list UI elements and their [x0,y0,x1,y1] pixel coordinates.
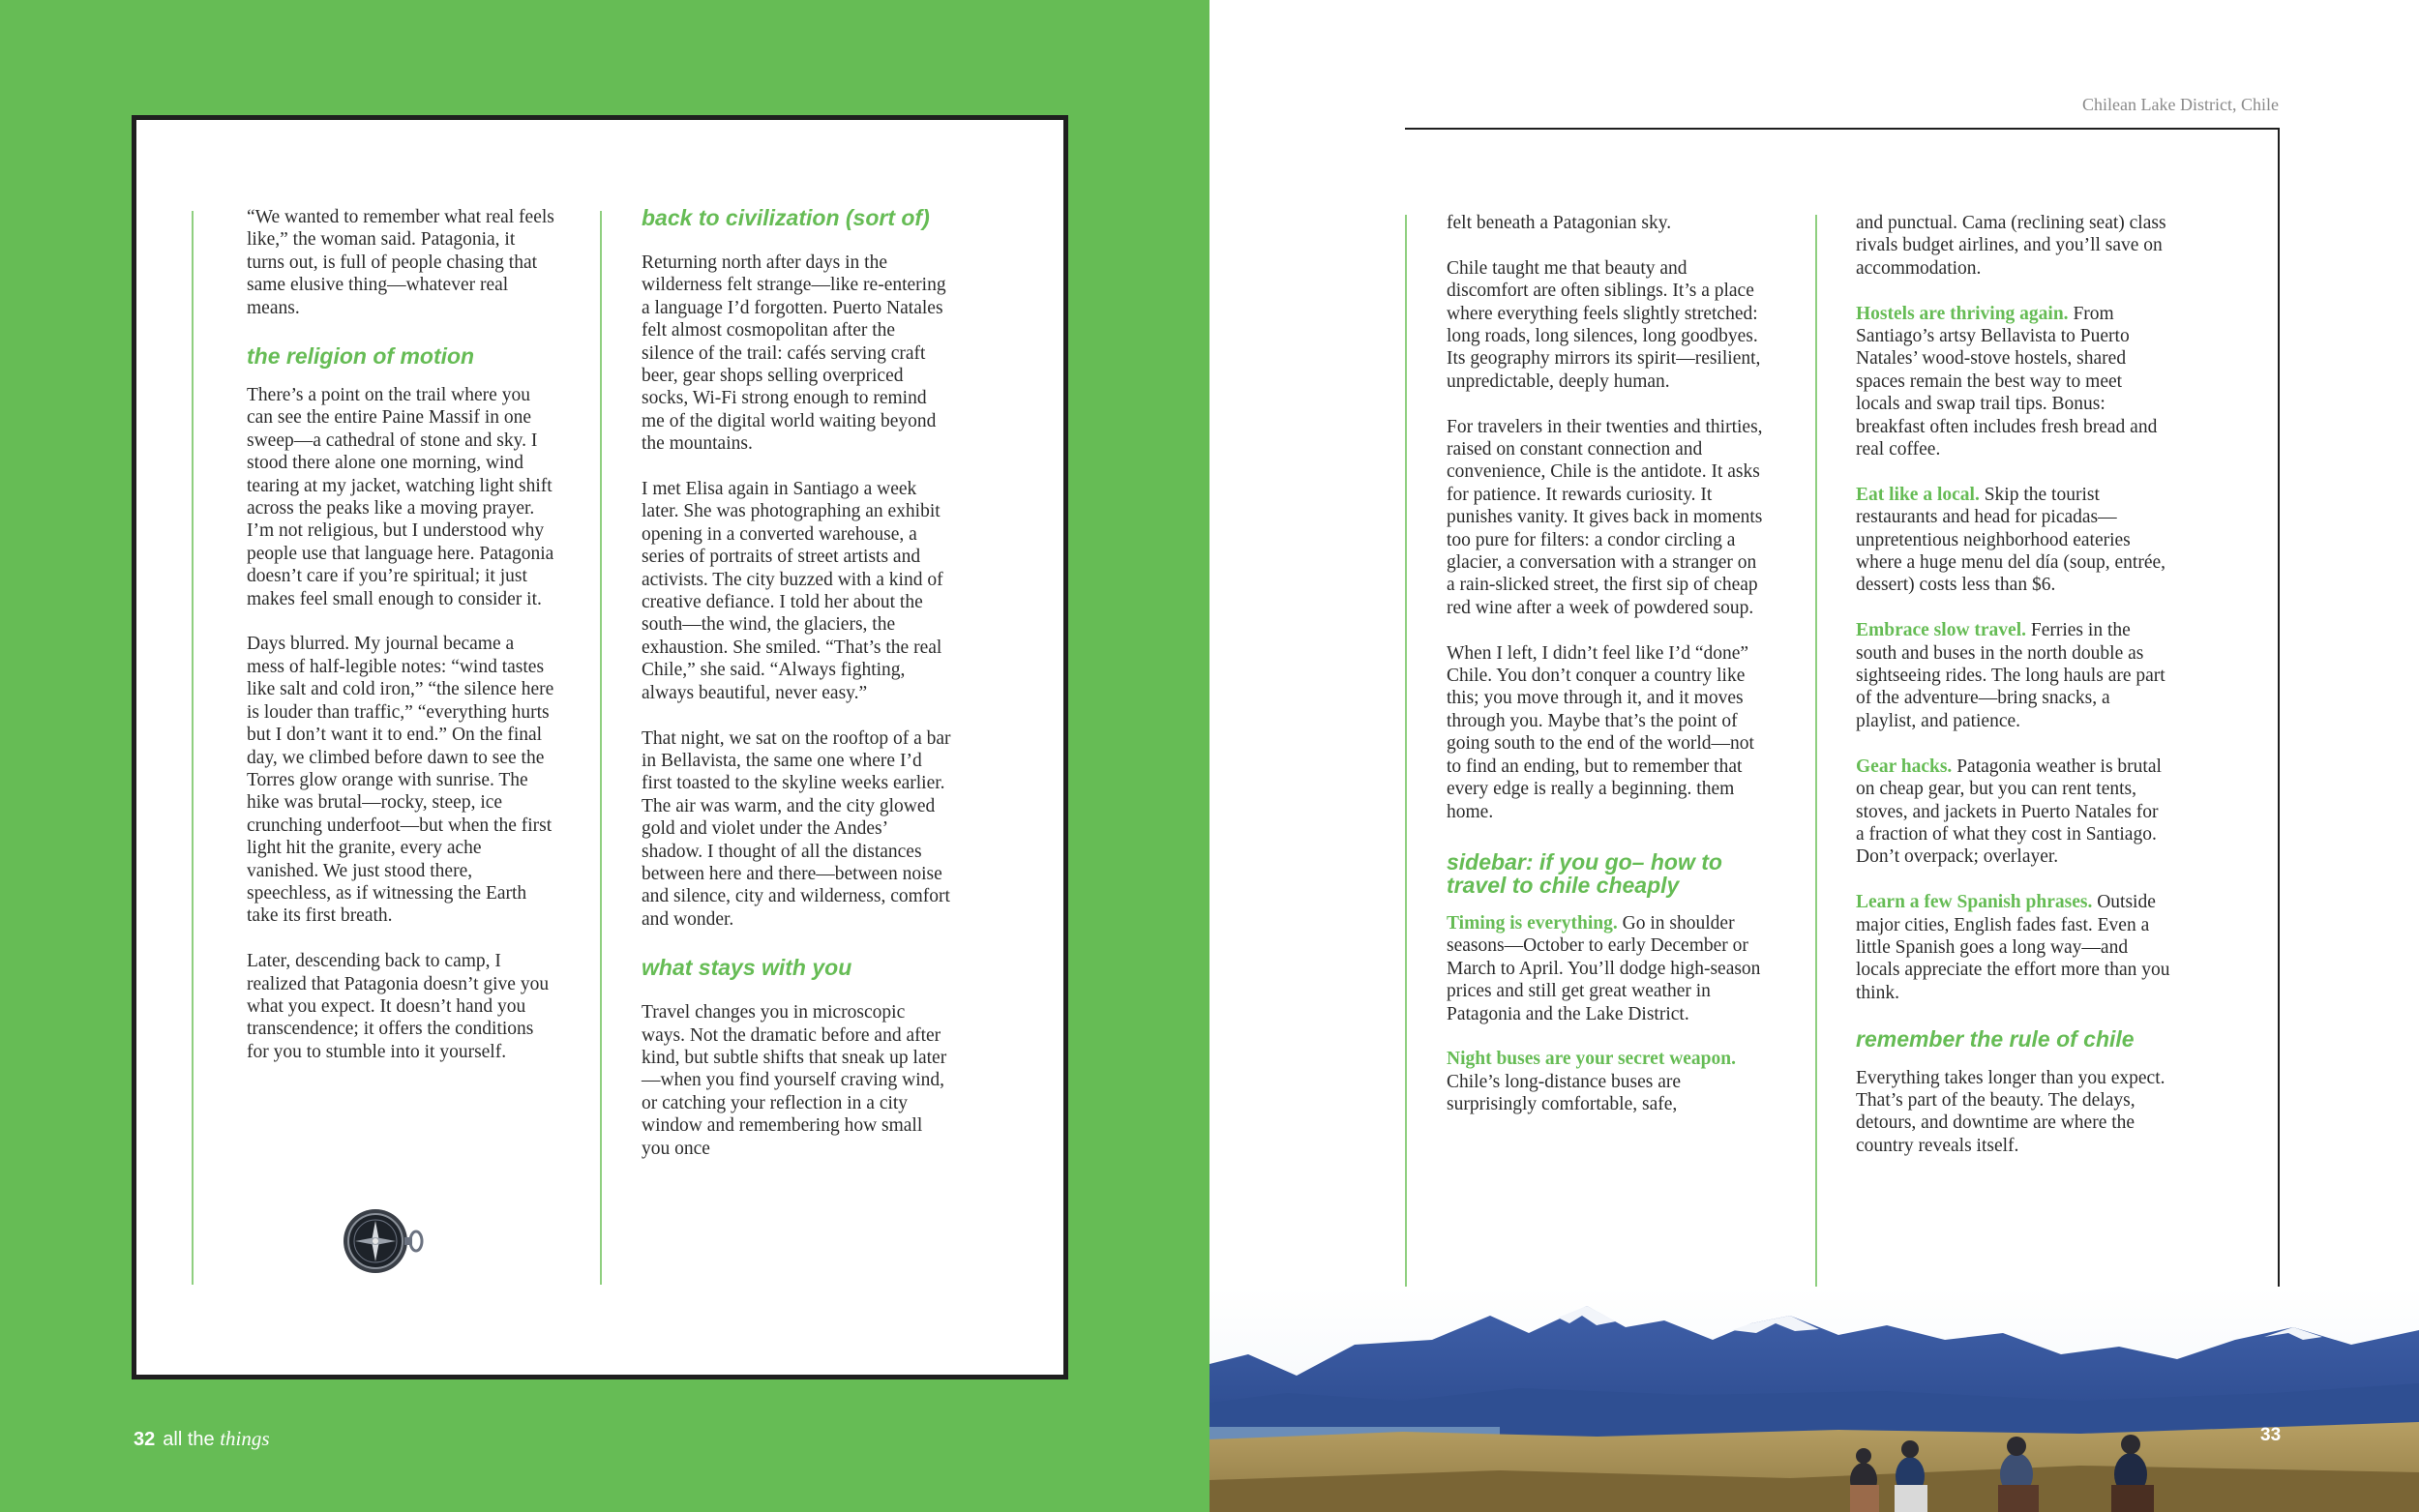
section-heading: what stays with you [642,955,852,981]
paragraph: I met Elisa again in Santiago a week later. She was photographing an exhibit opening in a converted warehouse, a series of portraits of street artists and activists. The city buzzed with a kind of creative defiance. I told her about the south—the wind, the glaciers, the exhaustion. She smiled. “That’s the real Chile,” she said. “Always fighting, always beautiful, never easy.” [642,479,943,703]
tip-paragraph [1856,303,2170,461]
section-heading: back to civilization (sort of) [642,205,930,230]
paragraph: felt beneath a Patagonian sky. [1447,213,1672,233]
paragraph: Travel changes you in microscopic ways. Not the dramatic before and after kind, but subtle shifts that sneak up later—when you find yourself craving wind, or catching your reflection in a city window and remembering how small you once [642,1002,947,1159]
tip-paragraph [1856,891,2170,1004]
tip-paragraph [1856,619,2170,732]
magazine-name-italic: things [220,1427,270,1450]
section-heading: remember the rule of chile [1856,1025,2135,1052]
tip-paragraph [1447,1048,1766,1115]
paragraph: Later, descending back to camp, I realized that Patagonia doesn’t give you what you expect. It doesn’t hand you transcendence; it offers the conditions for you to stumble into it yourself. [247,951,550,1062]
magazine-name: all the [163,1429,215,1450]
column-rule-4 [1815,215,1817,1345]
paragraph: Returning north after days in the wilderness felt strange—like re-entering a language I’d forgotten. Puerto Natales felt almost cosmopolitan after the silence of the trail: cafés serving craft beer, gear shops selling overpriced socks, Wi-Fi strong enough to remind me of the digital world waiting beyond the mountains. [642,252,946,455]
frame-right-line [2278,128,2280,1347]
running-head: Chilean Lake District, Chile [2082,95,2279,114]
tip-heading: Gear hacks. [1856,756,1953,777]
tip-body: Go in shoulder seasons—October to early December or March to April. You’ll dodge high-season prices and still get great weather in Patagonia and the Lake District. [1447,912,1761,1024]
tip-body: Patagonia weather is brutal on cheap gear, but you can rent tents, stoves, and jackets in Puerto Natales for a fraction of what they cost in Santiago. Don’t overpack; overlayer. [1856,756,2162,868]
paragraph: Everything takes longer than you expect. That’s part of the beauty. The delays, detours, and downtime are where the country reveals itself. [1856,1067,2165,1156]
page-number-right: 33 [2260,1425,2282,1445]
tip-body: Outside major cities, English fades fast. Even a little Spanish goes a long way—and locals appreciate the effort more than you think. [1856,892,2170,1003]
tip-body: Chile’s long-distance buses are surprisingly comfortable, safe, [1447,1071,1682,1115]
page-number: 32 [134,1429,156,1450]
tip-heading: Eat like a local. [1856,484,1980,505]
paragraph: When I left, I didn’t feel like I’d “done” Chile. You don’t conquer a country like this; you move through it, and it moves through you. Maybe that’s the point of going south to the end of the world—not to find an ending, but to remember that every edge is really a beginning. them home. [1447,642,1754,822]
sidebar-heading: sidebar: if you go– how to travel to chile cheaply [1447,848,1722,898]
patagonia-landscape-photo [1210,1287,2419,1512]
tip-heading: Timing is everything. [1447,912,1618,934]
tip-paragraph [1856,484,2170,597]
tip-heading: Hostels are thriving again. [1856,303,2069,324]
tip-heading: Embrace slow travel. [1856,620,2026,641]
tip-body: From Santiago’s artsy Bellavista to Puerto Natales’ wood-stove hostels, shared spaces remain the best way to meet locals and swap trail tips. Bonus: breakfast often includes fresh bread and real coffee. [1856,303,2158,460]
compass-icon [339,1207,426,1275]
tip-body: Skip the tourist restaurants and head for picadas—unpretentious neighborhood eateries where a huge menu del día (soup, entrée, dessert) costs less than $6. [1856,484,2165,596]
page-number-left [134,1427,270,1451]
paragraph: There’s a point on the trail where you can see the entire Paine Massif in one sweep—a cathedral of stone and sky. I stood there alone one morning, wind tearing at my jacket, watching light shift across the peaks like a moving prayer. I’m not religious, but I understood why people use that language here. Patagonia doesn’t care if you’re spiritual; it just makes feel small enough to consider it. [247,385,554,609]
article-column-3 [1447,212,1766,1139]
paragraph: For travelers in their twenties and thirties, raised on constant connection and convenience, Chile is the antidote. It asks for patience. It rewards curiosity. It punishes vanity. It gives back in moments too pure for filters: a condor circling a glacier, a conversation with a stranger on a rain-slicked street, the first sip of cheap red wine after a week of powdered soup. [1447,416,1763,618]
column-rule-2 [600,211,602,1285]
column-rule-3 [1405,215,1407,1345]
article-column-2 [642,206,951,1182]
paragraph: That night, we sat on the rooftop of a bar in Bellavista, the same one where I’d first toasted to the skyline weeks earlier. The air was warm, and the city glowed gold and violet under the Andes’ shadow. I thought of all the distances between here and there—between noise and silence, city and wilderness, comfort and wonder. [642,727,951,930]
column-rule-1 [192,211,194,1285]
article-column-4 [1856,212,2170,1180]
article-column-1 [247,206,556,1086]
frame-top-line [1405,128,2280,130]
section-heading: the religion of motion [247,343,475,370]
paragraph: Days blurred. My journal became a mess of half-legible notes: “wind tastes like salt and cold iron,” “the silence here is louder than traffic,” “everything hurts but I don’t want it to end.” On the final day, we climbed before dawn to see the Torres glow orange with sunrise. The hike was brutal—rocky, steep, ice crunching underfoot—but when the first light hit the granite, every ache vanished. We just stood there, speechless, as if witnessing the Earth take its first breath. [247,634,554,927]
tip-body: Ferries in the south and buses in the north double as sightseeing rides. The long hauls are part of the adventure—bring snacks, a playlist, and patience. [1856,620,2165,731]
tip-heading: Night buses are your secret weapon. [1447,1049,1736,1070]
paragraph: “We wanted to remember what real feels like,” the woman said. Patagonia, it turns out, is full of people chasing that same elusive thing—whatever real means. [247,207,554,318]
tip-paragraph [1447,912,1766,1025]
paragraph: Chile taught me that beauty and discomfort are often siblings. It’s a place where everything feels slightly stretched: long roads, long silences, long goodbyes. Its geography mirrors its spirit—resilient, unpredictable, deeply human. [1447,257,1761,392]
tip-paragraph [1856,756,2170,869]
paragraph: and punctual. Cama (reclining seat) class rivals budget airlines, and you’ll save on accommodation. [1856,213,2166,279]
tip-heading: Learn a few Spanish phrases. [1856,892,2093,913]
